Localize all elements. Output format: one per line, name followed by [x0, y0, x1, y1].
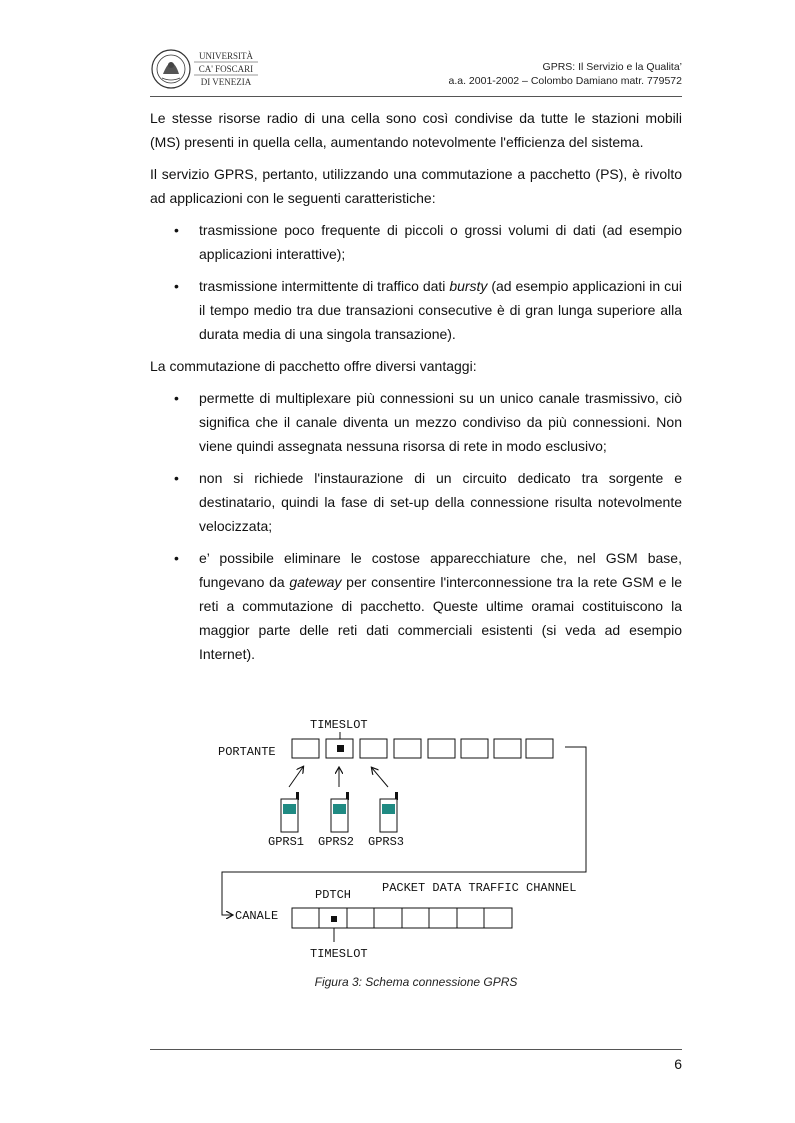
channel-cell [457, 908, 484, 928]
packet-data-traffic-channel-label: PACKET DATA TRAFFIC CHANNEL [382, 881, 577, 895]
logo-line-3: DI VENEZIA [200, 77, 252, 87]
timeslot-cell [292, 739, 319, 758]
gprs1-arrow [289, 767, 303, 787]
paragraph-1: Le stesse risorse radio di una cella sono così condivise da tutte le stazioni mobili (MS) presenti in quella cella, aumentando notevolmente l'efficienza del sistema. [150, 110, 682, 150]
bullet-icon: • [174, 278, 179, 294]
paragraph-3: La commutazione di pacchetto offre diversi vantaggi: [150, 358, 477, 374]
timeslot-cell [428, 739, 455, 758]
phone-gprs3-icon [380, 792, 398, 832]
channel-cell [402, 908, 429, 928]
channel-cell [484, 908, 512, 928]
list-item: • trasmissione intermittente di traffico dati bursty (ad esempio applicazioni in cui il tempo medio tra due transazioni consecutive è di gran lunga superiore alla durata media di una singola transazione). [150, 274, 682, 346]
paragraph-2: Il servizio GPRS, pertanto, utilizzando una commutazione a pacchetto (PS), è rivolto ad applicazioni con le seguenti caratteristiche: [150, 166, 682, 206]
term-bursty: bursty [449, 278, 488, 294]
canale-timeslots [292, 908, 512, 928]
timeslot-cell [360, 739, 387, 758]
list-item: • e’ possibile eliminare le costose apparecchiature che, nel GSM base, fungevano da gateway per consentire l'interconnessione tra la rete GSM e le reti a commutazione di pacchetto. Queste ultime oramai costituiscono la maggior parte delle reti dati commerciali esistenti (si veda ad esempio Internet). [150, 546, 682, 666]
channel-cell [374, 908, 402, 928]
header-title: GPRS: Il Servizio e la Qualita’ [542, 61, 682, 73]
running-header [449, 60, 683, 88]
header-divider [150, 96, 682, 97]
bullet-icon: • [174, 470, 179, 486]
active-channel-marker [331, 916, 337, 922]
logo-line-2: CA' FOSCARI [198, 64, 254, 74]
bullet-icon: • [174, 222, 179, 238]
portante-timeslots [292, 739, 553, 758]
timeslot-cell [494, 739, 521, 758]
timeslot-top-label: TIMESLOT [310, 718, 368, 732]
active-timeslot-marker [337, 745, 344, 752]
phone-label-gprs1: GPRS1 [268, 835, 305, 849]
list-item: • non si richiede l'instaurazione di un circuito dedicato tra sorgente e destinatario, quindi la fase di set-up della connessione risulta notevolmente velocizzata; [150, 466, 682, 538]
logo-line-1: UNIVERSITÀ [199, 51, 253, 61]
phone-label-gprs2: GPRS2 [318, 835, 355, 849]
bullet-icon: • [174, 390, 179, 406]
list-item: • trasmissione poco frequente di piccoli o grossi volumi di dati (ad esempio applicazioni interattive); [150, 218, 682, 266]
advantages-list [150, 386, 682, 666]
timeslot-cell [526, 739, 553, 758]
timeslot-cell [394, 739, 421, 758]
gprs3-arrow [372, 768, 388, 787]
page-body [150, 106, 682, 674]
characteristics-list [150, 218, 682, 346]
channel-cell [347, 908, 374, 928]
university-logo [150, 48, 260, 90]
page-number: 6 [674, 1056, 682, 1072]
header-subtitle: a.a. 2001-2002 – Colombo Damiano matr. 779572 [448, 75, 682, 87]
channel-cell [429, 908, 457, 928]
timeslot-bottom-label: TIMESLOT [310, 947, 368, 961]
timeslot-cell [461, 739, 488, 758]
bullet-icon: • [174, 550, 179, 566]
list-item: • permette di multiplexare più connessioni su un unico canale trasmissivo, ciò significa che il canale diventa un mezzo condiviso da più connessioni. Non viene quindi assegnata nessuna risorsa di rete in modo esclusivo; [150, 386, 682, 458]
phone-gprs1-icon [281, 792, 299, 832]
term-gateway: gateway [289, 574, 342, 590]
portante-label: PORTANTE [218, 745, 276, 759]
figure-caption: Figura 3: Schema connessione GPRS [314, 975, 518, 989]
channel-cell [292, 908, 319, 928]
gprs-connection-diagram [210, 712, 610, 967]
canale-label: CANALE [235, 909, 279, 923]
pdtch-label: PDTCH [315, 888, 352, 902]
phone-label-gprs3: GPRS3 [368, 835, 405, 849]
phone-gprs2-icon [331, 792, 349, 832]
footer-divider [150, 1049, 682, 1050]
